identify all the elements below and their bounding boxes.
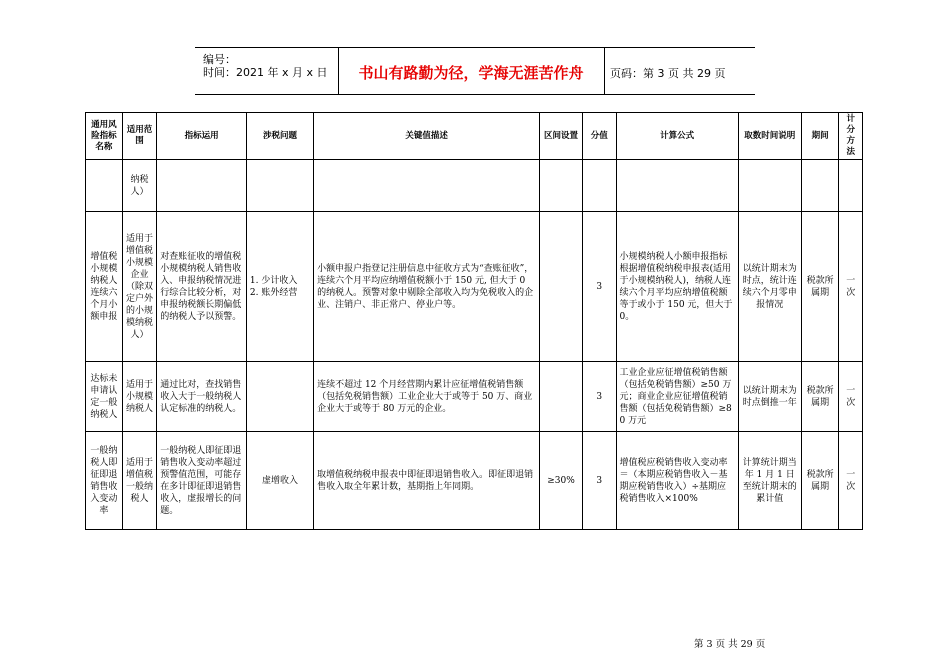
col-header-period: 期间 xyxy=(801,113,839,160)
cell-key: 取增值税纳税申报表中即征即退销售收入。即征即退销售收入取全年累计数，基期指上年同期。 xyxy=(314,432,540,530)
cell-score: 3 xyxy=(582,362,616,432)
cell-time: 计算统计期当年 1 月 1 日至统计期末的累计值 xyxy=(738,432,801,530)
table-header-row xyxy=(86,113,863,160)
document-number-label: 编号： xyxy=(203,53,236,66)
cell-period: 税款所属期 xyxy=(801,362,839,432)
cell-score: 3 xyxy=(582,432,616,530)
cell-time xyxy=(738,160,801,212)
cell-name: 达标未申请认定一般纳税人 xyxy=(86,362,123,432)
header-divider-2 xyxy=(604,47,605,95)
cell-usage: 一般纳税人即征即退销售收入变动率超过预警值范围，可能存在多计即征即退销售收入，虚报增长的问题。 xyxy=(157,432,247,530)
cell-issue xyxy=(246,160,313,212)
cell-score xyxy=(582,160,616,212)
cell-method: 一次 xyxy=(839,432,863,530)
col-header-issue: 涉税问题 xyxy=(246,113,313,160)
cell-scope: 纳税人） xyxy=(122,160,157,212)
cell-key: 小额申报户指登记注册信息中征收方式为“查账征收”，连续六个月平均应纳增值税额小于 150 元, 但大于 0 的纳税人。预警对象中剔除全部收入均为免税收入的企业、注销户、非正常户、停业户等。 xyxy=(314,212,540,362)
cell-score: 3 xyxy=(582,212,616,362)
table-row xyxy=(86,362,863,432)
cell-period: 税款所属期 xyxy=(801,212,839,362)
table-row xyxy=(86,432,863,530)
cell-method: 一次 xyxy=(839,212,863,362)
col-header-scope: 适用范围 xyxy=(122,113,157,160)
cell-scope: 适用于增值税小规模企业（除双定户外的小规模纳税人） xyxy=(122,212,157,362)
cell-issue: 虚增收入 xyxy=(246,432,313,530)
cell-usage: 通过比对，查找销售收入大于一般纳税人认定标准的纳税人。 xyxy=(157,362,247,432)
cell-time: 以统计期末为时点，统计连续六个月零申报情况 xyxy=(738,212,801,362)
cell-formula xyxy=(616,160,738,212)
cell-name: 一般纳税人即征即退销售收入变动率 xyxy=(86,432,123,530)
cell-key xyxy=(314,160,540,212)
col-header-usage: 指标运用 xyxy=(157,113,247,160)
cell-name xyxy=(86,160,123,212)
col-header-formula: 计算公式 xyxy=(616,113,738,160)
cell-key: 连续不超过 12 个月经营期内累计应征增值税销售额（包括免税销售额）工业企业大于或等于 50 万、商业企业大于或等于 80 万元的企业。 xyxy=(314,362,540,432)
cell-formula: 小规模纳税人小额申报指标根据增值税纳税申报表(适用于小规模纳税人)，纳税人连续六个月平均应纳增值税额等于或小于 150 元，但大于 0。 xyxy=(616,212,738,362)
col-header-key: 关键值描述 xyxy=(314,113,540,160)
cell-usage: 对查账征收的增值税小规模纳税人销售收入、申报纳税情况进行综合比较分析，对申报纳税额长期偏低的纳税人予以预警。 xyxy=(157,212,247,362)
table-row xyxy=(86,212,863,362)
col-header-name: 通用风险指标名称 xyxy=(86,113,123,160)
cell-method xyxy=(839,160,863,212)
document-time: 时间：2021 年 x 月 x 日 xyxy=(203,66,328,79)
cell-range xyxy=(540,212,583,362)
cell-method: 一次 xyxy=(839,362,863,432)
cell-formula: 增值税应税销售收入变动率＝（本期应税销售收入－基期应税销售收入）÷基期应税销售收入×100% xyxy=(616,432,738,530)
cell-scope: 适用于增值税一般纳税人 xyxy=(122,432,157,530)
col-header-time: 取数时间说明 xyxy=(738,113,801,160)
cell-formula: 工业企业应征增值税销售额（包括免税销售额）≥50 万元；商业企业应征增值税销售额（包括免税销售额）≥80 万元 xyxy=(616,362,738,432)
header-bottom-line xyxy=(195,94,755,95)
header-page-number: 页码：第 3 页 共 29 页 xyxy=(610,67,726,80)
cell-time: 以统计期末为时点倒推一年 xyxy=(738,362,801,432)
header-motto: 书山有路勤为径，学海无涯苦作舟 xyxy=(358,64,584,82)
cell-range: ≥30% xyxy=(540,432,583,530)
cell-period: 税款所属期 xyxy=(801,432,839,530)
table-row xyxy=(86,160,863,212)
col-header-method: 计分方法 xyxy=(839,113,863,160)
cell-issue xyxy=(246,362,313,432)
cell-range xyxy=(540,160,583,212)
cell-period xyxy=(801,160,839,212)
header-top-line xyxy=(195,47,755,48)
cell-name: 增值税小规模纳税人连续六个月小额申报 xyxy=(86,212,123,362)
col-header-score: 分值 xyxy=(582,113,616,160)
cell-scope: 适用于小规模纳税人 xyxy=(122,362,157,432)
risk-indicator-table xyxy=(85,112,863,530)
cell-issue: 1. 少计收入 2. 账外经营 xyxy=(246,212,313,362)
col-header-range: 区间设置 xyxy=(540,113,583,160)
cell-usage xyxy=(157,160,247,212)
cell-range xyxy=(540,362,583,432)
footer-page-number: 第 3 页 共 29 页 xyxy=(694,639,766,650)
